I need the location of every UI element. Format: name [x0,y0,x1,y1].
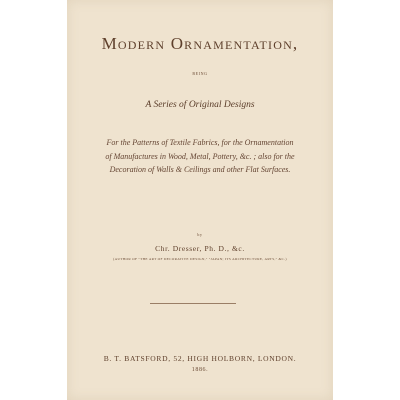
being-word: BEING [192,71,208,76]
series-subtitle: A Series of Original Designs [145,100,255,110]
description-line: For the Patterns of Textile Fabrics, for the Ornamentation [106,138,294,147]
description-line: of Manufactures in Wood, Metal, Pottery, &c. ; also for the [105,151,295,161]
title-page [67,0,333,400]
description-line: Decoration of Walls & Ceilings and other Flat Surfaces. [109,165,291,174]
author-credentials: (AUTHOR OF "THE ART OF DECORATIVE DESIGN," "JAPAN; ITS ARCHITECTURE, ARTS," &C.) [113,257,287,261]
divider-rule [150,303,236,304]
publisher-imprint: B. T. BATSFORD, 52, HIGH HOLBORN, LONDON. [103,354,297,363]
description [67,136,333,177]
publication-year: 1886. [191,367,209,373]
by-word: by [197,232,203,237]
book-title: Modern Ornamentation, [101,34,299,53]
author-name: Chr. Dresser, Ph. D., &c. [155,244,245,253]
